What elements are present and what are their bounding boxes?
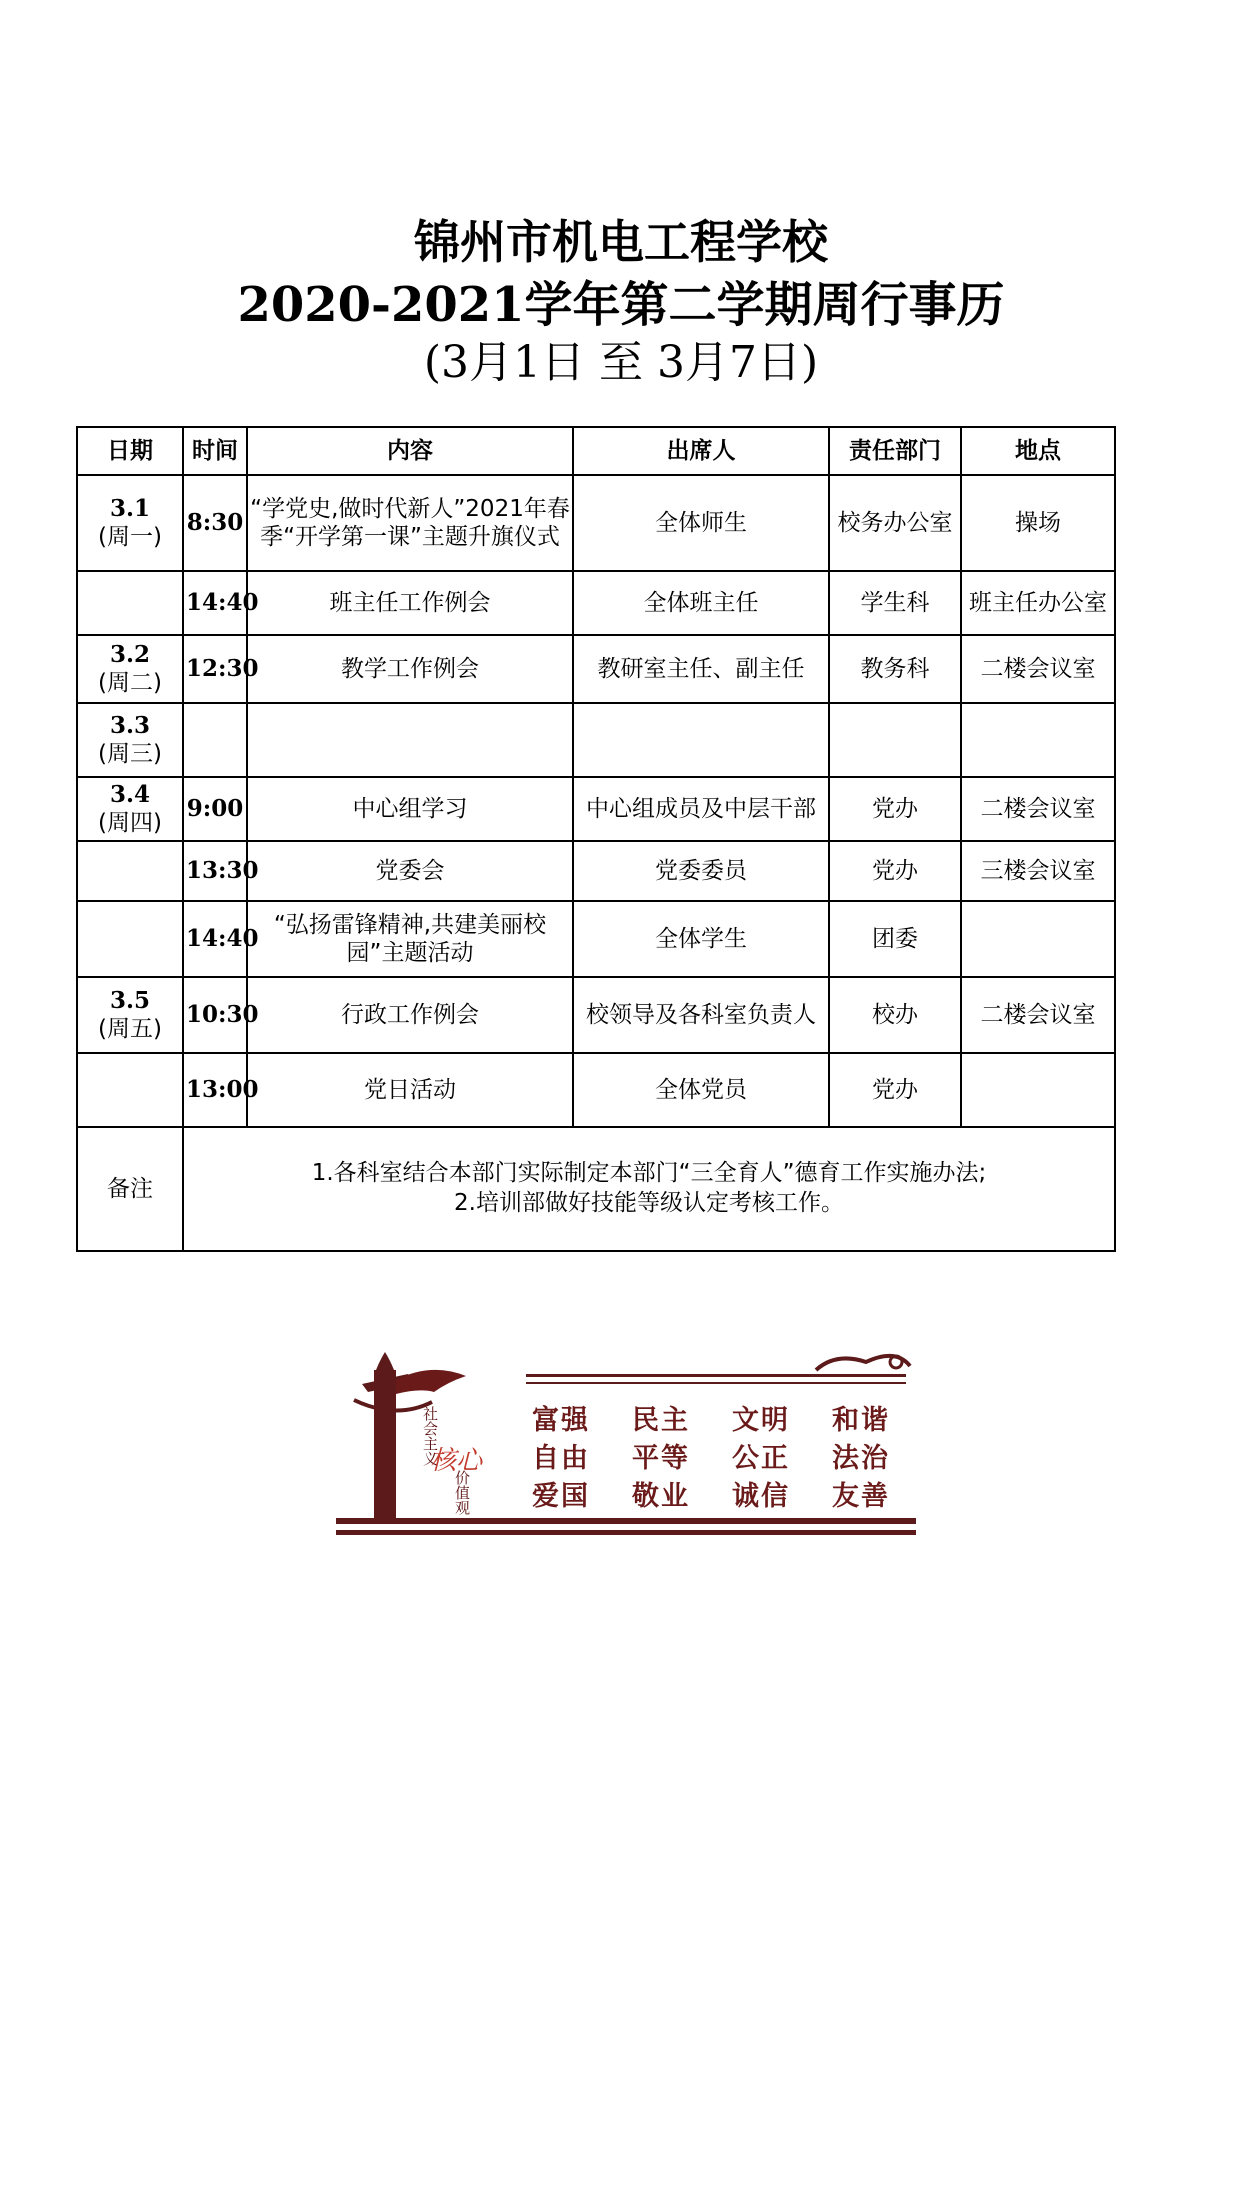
- weekday-value: (周四): [98, 810, 162, 836]
- table-row: [77, 977, 1115, 1053]
- date-value: 3.1: [109, 494, 150, 522]
- location-cell: 操场: [961, 475, 1115, 571]
- location-cell: [961, 901, 1115, 977]
- weekday-value: (周五): [98, 1016, 162, 1042]
- table-row: [77, 901, 1115, 977]
- core-value-text: 法治: [832, 1443, 890, 1474]
- attendees-cell: 党委委员: [573, 841, 829, 901]
- dept-cell: 党办: [829, 841, 961, 901]
- emblem-vertical-text-2: 价值观: [453, 1470, 471, 1515]
- content-cell: 党日活动: [247, 1053, 573, 1127]
- core-value-text: 友善: [832, 1481, 890, 1512]
- attendees-cell: 全体学生: [573, 901, 829, 977]
- location-cell: 二楼会议室: [961, 635, 1115, 703]
- dept-cell: 学生科: [829, 571, 961, 635]
- weekday-value: (周二): [98, 670, 162, 696]
- table-row: [77, 841, 1115, 901]
- core-value-text: 平等: [632, 1443, 690, 1474]
- core-value-text: 自由: [532, 1443, 590, 1474]
- notes: [183, 1127, 1115, 1251]
- location-cell: [961, 703, 1115, 777]
- col-date: 日期: [77, 427, 183, 475]
- date-value: 3.5: [109, 986, 150, 1014]
- location-cell: 班主任办公室: [961, 571, 1115, 635]
- dept-cell: 党办: [829, 777, 961, 841]
- date-cell: [77, 777, 183, 841]
- date-cell: [77, 703, 183, 777]
- core-value-text: 公正: [732, 1443, 790, 1474]
- table-row: [77, 475, 1115, 571]
- col-time: 时间: [183, 427, 247, 475]
- content-cell: 班主任工作例会: [247, 571, 573, 635]
- emblem-core-text: 核心: [430, 1446, 483, 1476]
- attendees-cell: 全体党员: [573, 1053, 829, 1127]
- location-cell: 二楼会议室: [961, 977, 1115, 1053]
- note-1: 1.各科室结合本部门实际制定本部门“三全育人”德育工作实施办法;: [311, 1160, 987, 1187]
- core-value-text: 民主: [632, 1405, 690, 1436]
- date-value: 3.3: [109, 711, 150, 739]
- content-cell: 党委会: [247, 841, 573, 901]
- weekday-value: (周三): [98, 741, 162, 767]
- time-cell: 14:40: [183, 901, 247, 977]
- core-value-text: 文明: [732, 1405, 790, 1436]
- date-cell: [77, 635, 183, 703]
- col-dept: 责任部门: [829, 427, 961, 475]
- emblem-vertical-text: 社会主义: [421, 1406, 439, 1466]
- dept-cell: 党办: [829, 1053, 961, 1127]
- time-cell: 13:30: [183, 841, 247, 901]
- notes-row: [77, 1127, 1115, 1251]
- core-value-text: 和谐: [832, 1405, 890, 1436]
- attendees-cell: 教研室主任、副主任: [573, 635, 829, 703]
- dept-cell: 教务科: [829, 635, 961, 703]
- attendees-cell: 全体师生: [573, 475, 829, 571]
- time-cell: [183, 703, 247, 777]
- weekly-calendar-table: [76, 426, 1116, 1252]
- date-value: 3.2: [109, 640, 150, 668]
- table-row: [77, 571, 1115, 635]
- col-content: 内容: [247, 427, 573, 475]
- table-row: [77, 1053, 1115, 1127]
- attendees-cell: 校领导及各科室负责人: [573, 977, 829, 1053]
- time-cell: 9:00: [183, 777, 247, 841]
- col-attendees: 出席人: [573, 427, 829, 475]
- table-row: [77, 777, 1115, 841]
- dept-cell: 校办: [829, 977, 961, 1053]
- table-row: [77, 635, 1115, 703]
- date-cell: [77, 841, 183, 901]
- content-cell: “学党史,做时代新人”2021年春季“开学第一课”主题升旗仪式: [247, 475, 573, 571]
- core-value-text: 爱国: [532, 1481, 590, 1512]
- content-cell: 教学工作例会: [247, 635, 573, 703]
- core-value-text: 敬业: [632, 1481, 690, 1512]
- note-2: 2.培训部做好技能等级认定考核工作。: [454, 1190, 844, 1216]
- time-cell: 12:30: [183, 635, 247, 703]
- date-range: (3月1日 至 3月7日): [423, 337, 819, 388]
- location-cell: 三楼会议室: [961, 841, 1115, 901]
- table-header-row: [77, 427, 1115, 475]
- dept-cell: 团委: [829, 901, 961, 977]
- location-cell: 二楼会议室: [961, 777, 1115, 841]
- date-cell: [77, 901, 183, 977]
- calendar-title: 2020-2021学年第二学期周行事历: [237, 277, 1005, 333]
- weekday-value: (周一): [98, 524, 162, 550]
- date-cell: [77, 475, 183, 571]
- date-cell: [77, 977, 183, 1053]
- core-values-emblem: [336, 1340, 916, 1540]
- date-cell: [77, 1053, 183, 1127]
- time-cell: 8:30: [183, 475, 247, 571]
- school-name: 锦州市机电工程学校: [414, 215, 828, 269]
- table-row: [77, 703, 1115, 777]
- notes-label: 备注: [77, 1127, 183, 1251]
- content-cell: 中心组学习: [247, 777, 573, 841]
- content-cell: [247, 703, 573, 777]
- time-cell: 10:30: [183, 977, 247, 1053]
- time-cell: 13:00: [183, 1053, 247, 1127]
- location-cell: [961, 1053, 1115, 1127]
- attendees-cell: 全体班主任: [573, 571, 829, 635]
- content-cell: 行政工作例会: [247, 977, 573, 1053]
- attendees-cell: [573, 703, 829, 777]
- attendees-cell: 中心组成员及中层干部: [573, 777, 829, 841]
- col-location: 地点: [961, 427, 1115, 475]
- time-cell: 14:40: [183, 571, 247, 635]
- core-value-text: 诚信: [732, 1481, 790, 1512]
- content-cell: “弘扬雷锋精神,共建美丽校园”主题活动: [247, 901, 573, 977]
- date-cell: [77, 571, 183, 635]
- date-value: 3.4: [109, 780, 150, 808]
- dept-cell: [829, 703, 961, 777]
- dept-cell: 校务办公室: [829, 475, 961, 571]
- core-value-text: 富强: [532, 1405, 590, 1436]
